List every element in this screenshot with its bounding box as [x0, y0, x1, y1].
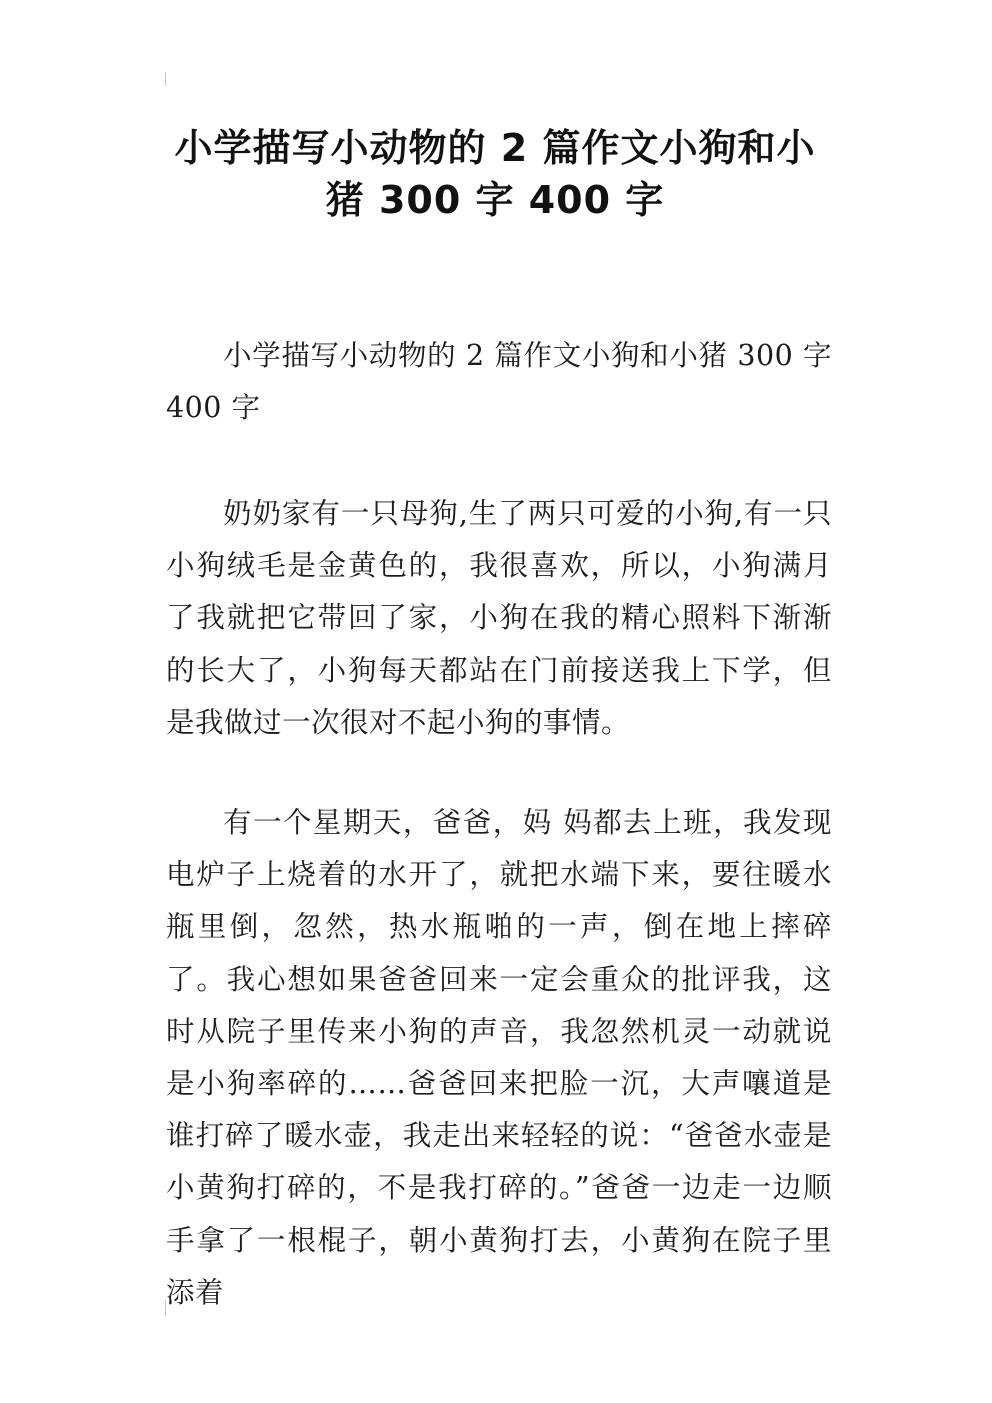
paragraph-story: 有一个星期天，爸爸，妈 妈都去上班，我发现电炉子上烧着的水开了，就把水端下来，要往暖水瓶里倒，忽然，热水瓶啪的一声，倒在地上摔碎了。我心想如果爸爸回来一定会重众的批评我，这时从院子里传来小狗的声音，我忽然机灵一动就说是小狗率碎的……爸爸回来把脸一沉，大声嚷道是谁打碎了暖水壶，我走出来轻轻的说：“爸爸水壶是小黄狗打碎的，不是我打碎的。”爸爸一边走一边顺手拿了一根棍子，朝小黄狗打去，小黄狗在院子里添着 [166, 806, 832, 1309]
document-title: 小学描写小动物的 2 篇作文小狗和小猪 300 字 400 字 [174, 126, 816, 222]
paragraph-subtitle: 小学描写小动物的 2 篇作文小狗和小猪 300 字 400 字 [166, 339, 832, 425]
paragraph-intro: 奶奶家有一只母狗,生了两只可爱的小狗,有一只小狗绒毛是金黄色的，我很喜欢，所以，小狗满月了我就把它带回了家，小狗在我的精心照料下渐渐的长大了，小狗每天都站在门前接送我上下学，但是我做过一次很对不起小狗的事情。 [166, 497, 832, 739]
page-corner-mark-top [165, 72, 166, 86]
page-corner-mark-bottom [165, 1300, 166, 1316]
